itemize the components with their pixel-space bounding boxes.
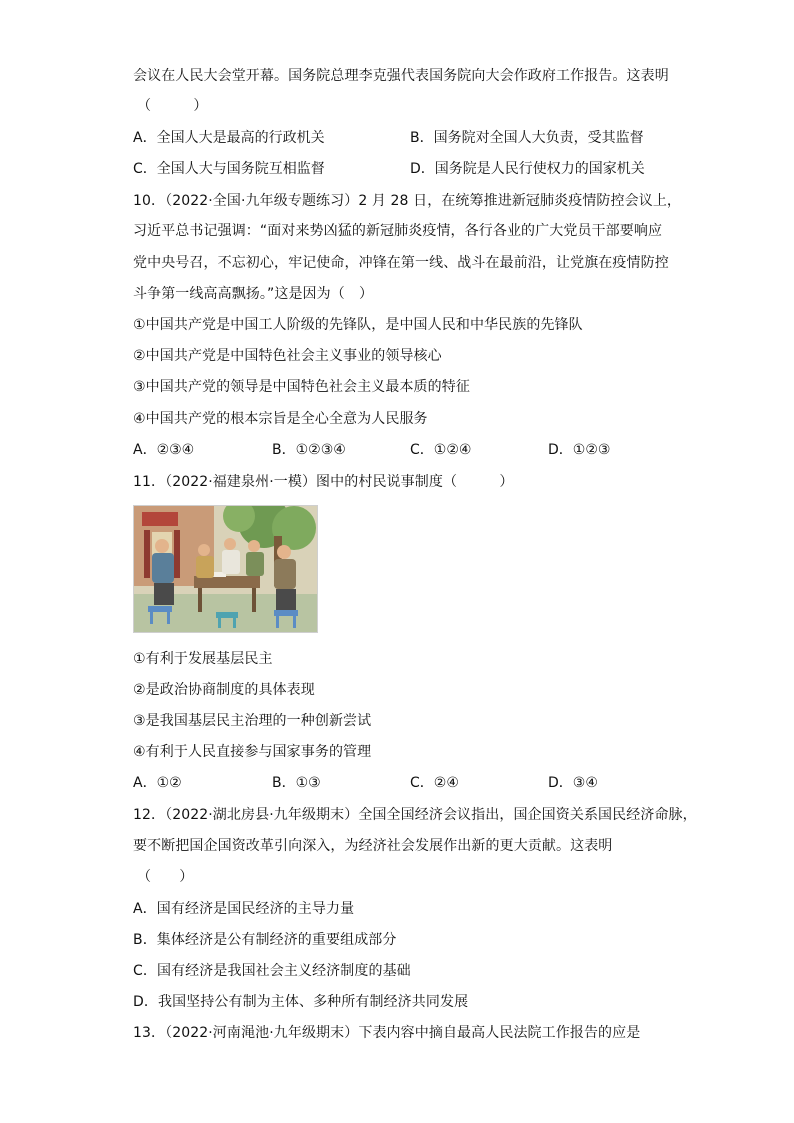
q9-option-a: A．全国人大是最高的行政机关 — [133, 130, 325, 146]
q12-option-b: B．集体经济是公有制经济的重要组成部分 — [133, 932, 397, 948]
q12-stem-line: 要不断把国企国资改革引向深入，为经济社会发展作出新的更大贡献。这表明 — [133, 838, 613, 854]
q12-answer-bracket: （ ） — [137, 869, 194, 885]
q10-option-b: B．①②③④ — [272, 442, 346, 458]
q10-statement-4: ④中国共产党的根本宗旨是全心全意为人民服务 — [133, 411, 428, 427]
q12-option-c: C．国有经济是我国社会主义经济制度的基础 — [133, 963, 411, 979]
q12-stem-line: 12．（2022·湖北房县·九年级期末）全国全国经济会议指出，国企国资关系国民经济命脉， — [133, 807, 697, 823]
q11-statement-4: ④有利于人民直接参与国家事务的管理 — [133, 744, 372, 760]
q12-option-d: D．我国坚持公有制为主体、多种所有制经济共同发展 — [133, 994, 469, 1010]
q10-statement-2: ②中国共产党是中国特色社会主义事业的领导核心 — [133, 348, 442, 364]
q10-stem-line: 斗争第一线高高飘扬。”这是因为（ ） — [133, 286, 374, 302]
q9-stem-continuation: 会议在人民大会堂开幕。国务院总理李克强代表国务院向大会作政府工作报告。这表明 — [133, 68, 669, 84]
q10-stem-line: 习近平总书记强调：“面对来势凶猛的新冠肺炎疫情，各行各业的广大党员干部要响应 — [133, 223, 663, 239]
q11-option-a: A．①② — [133, 775, 182, 791]
q11-statement-2: ②是政治协商制度的具体表现 — [133, 682, 315, 698]
q13-stem: 13．（2022·河南渑池·九年级期末）下表内容中摘自最高人民法院工作报告的应是 — [133, 1025, 641, 1041]
q10-statement-1: ①中国共产党是中国工人阶级的先锋队，是中国人民和中华民族的先锋队 — [133, 317, 583, 333]
q10-stem-line: 党中央号召，不忘初心，牢记使命，冲锋在第一线、战斗在最前沿，让党旗在疫情防控 — [133, 255, 669, 271]
q9-answer-bracket: （ ） — [137, 98, 208, 114]
q10-stem-line: 10．（2022·全国·九年级专题练习）2 月 28 日，在统筹推进新冠肺炎疫情防控会议上， — [133, 193, 682, 209]
q9-option-c: C．全国人大与国务院互相监督 — [133, 161, 325, 177]
q11-stem: 11．（2022·福建泉州·一模）图中的村民说事制度（ ） — [133, 474, 514, 490]
q11-option-c: C．②④ — [410, 775, 459, 791]
q11-option-b: B．①③ — [272, 775, 321, 791]
q10-option-d: D．①②③ — [548, 442, 611, 458]
q9-option-d: D．国务院是人民行使权力的国家机关 — [410, 161, 645, 177]
q9-option-b: B．国务院对全国人大负责，受其监督 — [410, 130, 644, 146]
village-meeting-illustration — [133, 505, 318, 633]
q11-statement-3: ③是我国基层民主治理的一种创新尝试 — [133, 713, 372, 729]
q12-option-a: A．国有经济是国民经济的主导力量 — [133, 901, 355, 917]
q10-option-c: C．①②④ — [410, 442, 472, 458]
q10-option-a: A．②③④ — [133, 442, 195, 458]
q11-option-d: D．③④ — [548, 775, 598, 791]
q10-statement-3: ③中国共产党的领导是中国特色社会主义最本质的特征 — [133, 379, 470, 395]
q11-statement-1: ①有利于发展基层民主 — [133, 651, 273, 667]
